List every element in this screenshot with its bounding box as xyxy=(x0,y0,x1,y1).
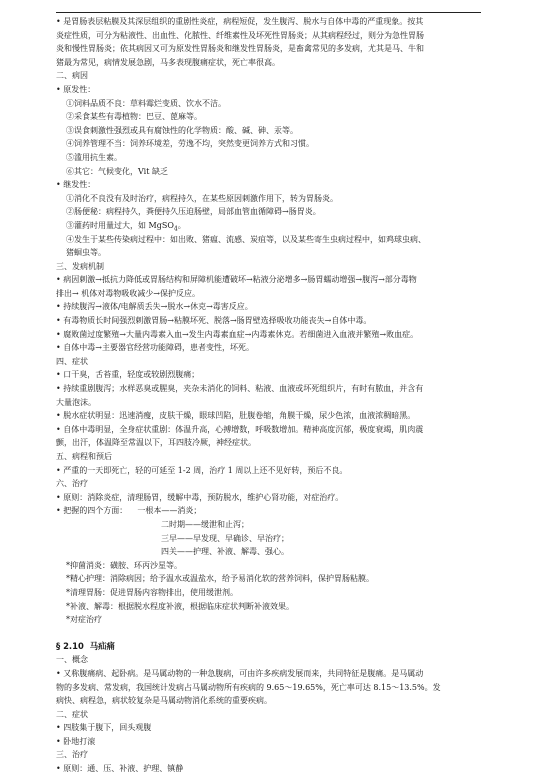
intro-line: 炎和慢性胃肠炎；依其病因又可为原发性胃肠炎和继发性胃肠炎，是畜禽常见的多发病，尤其是马、牛和 xyxy=(56,44,424,54)
cause-item: ④发生于某些传染病过程中：如出败、猪瘟、流感、炭疽等，以及某些寄生虫病过程中，如鸡球虫病、 xyxy=(66,234,426,244)
cause-text: ③灌药时用量过大，如 MgSO xyxy=(66,220,174,230)
heading-cause: 二、病因 xyxy=(56,71,88,81)
intro-line: • 是胃肠表层粘膜及其深层组织的重剧性炎症，病程短促，发生腹泻、脱水与自体中毒的严重现象。按其 xyxy=(56,17,424,26)
treatment-plan: 二时期——缓泄和止泻； xyxy=(161,519,249,529)
section-heading xyxy=(56,640,481,654)
heading-concept: 一、概念 xyxy=(56,655,88,665)
treatment-item: *精心护理：消除病因；给予温水或温盐水，给予易消化软的营养饲料，保护胃肠粘膜。 xyxy=(66,574,374,584)
treatment-item: *清理胃肠：促进胃肠内容物排出，使用缓泄剂。 xyxy=(66,587,238,597)
intro-line: 炎症性质，可分为粘液性、出血性、化脓性、纤维素性及坏死性胃肠炎；从其病程经过，则分为急性胃肠 xyxy=(56,30,424,40)
cause-item: ①饲料品质不良：草料霉烂变质、饮水不洁。 xyxy=(66,98,226,108)
colic-treatment: • 原则：通、压、补液、护理、镇静 xyxy=(56,764,184,774)
colic-symptom: • 卧地打滚 xyxy=(56,736,96,746)
symptom-line: • 脱水症状明显：迅速消瘦，皮肤干燥，眼球凹陷，肚腹卷缩，角膜干燥，尿少色浓，血液浓稠暗黑。 xyxy=(56,411,416,421)
cause-item: ①消化不良没有及时治疗，病程持久，在某些原因刺激作用下，转为胃肠炎。 xyxy=(66,193,338,203)
cause-item: 猪蛔虫等。 xyxy=(66,248,106,258)
cause-item: ⑥其它：气候变化，Vit 缺乏 xyxy=(66,166,168,176)
prognosis-line: • 严重的一天即死亡，轻的可延至 1-2 周，治疗 1 周以上还不见好转，预后不良。 xyxy=(56,465,348,475)
cause-text-end: 。 xyxy=(177,220,186,230)
bullet-secondary: • 继发性： xyxy=(56,180,96,190)
cause-item: ③误食刺激性强烈或具有腐蚀性的化学物质：酸、碱、砷、汞等。 xyxy=(66,125,298,135)
heading-mechanism: 三、发病机制 xyxy=(56,261,104,271)
spacer xyxy=(56,627,481,636)
cause-item: ⑤滥用抗生素。 xyxy=(66,152,122,162)
symptom-line: • 自体中毒明显，全身症状重剧：体温升高，心搏增数，呼吸数增加。精神高度沉郁，极度衰竭，肌肉震 xyxy=(56,424,424,434)
cause-item: ②肠便秘：病程持久，粪便持久压迫肠壁，局部血管血循障碍→肠胃炎。 xyxy=(66,207,321,217)
symptom-line: 颤，出汗，体温降至常温以下，耳四肢冷厥，神经症状。 xyxy=(56,438,256,448)
heading-treatment: 六、治疗 xyxy=(56,479,88,489)
treatment-plan: 四关——护理、补液、解毒、强心。 xyxy=(161,547,289,557)
concept-line: 病快、病程急，病状较复杂是马属动物消化系统的重要疾病。 xyxy=(56,696,272,706)
heading-prognosis: 五、病程和预后 xyxy=(56,452,112,461)
mechanism-line: • 腐败菌过度繁殖→大量内毒素入血→发生内毒素血症→内毒素休克。若细菌进入血液并繁殖→败血症。 xyxy=(56,329,419,339)
treatment-line: • 原则：消除炎症，清理肠胃，缓解中毒，预防脱水，维护心肾功能，对症治疗。 xyxy=(56,492,344,502)
symptom-line: • 持续重剧腹泻；水样恶臭或腥臭，夹杂未消化的饲料、粘液、血液或坏死组织片，有时有脓血，并含有 xyxy=(56,384,424,394)
symptom-line: 大量泡沫。 xyxy=(56,397,96,407)
section-title: 马疝痛 xyxy=(89,640,115,651)
heading-colic-symptoms: 二、症状 xyxy=(56,709,88,719)
mechanism-line: • 自体中毒→主要器官经营功能障碍，患者变性，坏死。 xyxy=(56,343,254,353)
treatment-item: *对症治疗 xyxy=(66,615,102,625)
cause-item: ②采食某些有毒植物：巴豆、蓖麻等。 xyxy=(66,112,202,122)
mechanism-line: • 病因刺激→抵抗力降低或胃肠结构和屏障机能遭破坏→粘液分泌增多→肠胃蠕动增强→腹泻→部分毒物 xyxy=(56,275,417,285)
mechanism-line: • 有毒物质长时间强烈刺激胃肠→粘膜坏死、脱落→肠胃壁选择吸收功能丧失→自体中毒。 xyxy=(56,316,372,326)
heading-colic-treatment: 三、治疗 xyxy=(56,750,88,760)
cause-item xyxy=(56,219,481,233)
symptom-line: • 口干臭，舌苔重，轻度或较剧烈腹痛； xyxy=(56,370,200,380)
mechanism-line: 排出→ 机体对毒物吸收减少→保护反应。 xyxy=(56,288,200,298)
subscript: 4 xyxy=(173,225,178,233)
concept-line: • 又称腹痛病、起卧病。是马属动物的一种急腹病，可由许多疾病发展而来，共同特征是腹痛。是马属动 xyxy=(56,668,424,678)
heading-symptoms: 四、症状 xyxy=(56,356,88,366)
mechanism-line: • 持续腹泻→液体/电解质丢失→脱水→休克→毒害反应。 xyxy=(56,302,253,312)
concept-line: 物的多发病、常发病，我国统计发病占马属动物所有疾病的 9.65～19.65%，死亡率可达 8.15～13.5%。发 xyxy=(56,682,441,692)
top-rule xyxy=(56,12,481,13)
cause-item: ④饲养管理不当：饲养环境差，劳逸不均，突然变更饲养方式和习惯。 xyxy=(66,139,314,149)
treatment-line: • 把握的四个方面： 一根本——消炎； xyxy=(56,506,202,516)
bullet-primary: • 原发性： xyxy=(56,84,96,94)
section-number: § 2.10 xyxy=(56,640,84,651)
colic-symptom: • 四肢集于腹下，回头观腹 xyxy=(56,723,152,733)
treatment-item: *抑菌消炎：磺胺、环丙沙星等。 xyxy=(66,560,182,570)
intro-line: 猪最为常见，病情发展急剧，马多表现腹痛症状，死亡率很高。 xyxy=(56,57,280,67)
treatment-item: *补液、解毒：根据脱水程度补液，根据临床症状判断补液效果。 xyxy=(66,601,294,611)
treatment-plan: 三早——早发现、早确诊、早治疗； xyxy=(161,533,289,543)
